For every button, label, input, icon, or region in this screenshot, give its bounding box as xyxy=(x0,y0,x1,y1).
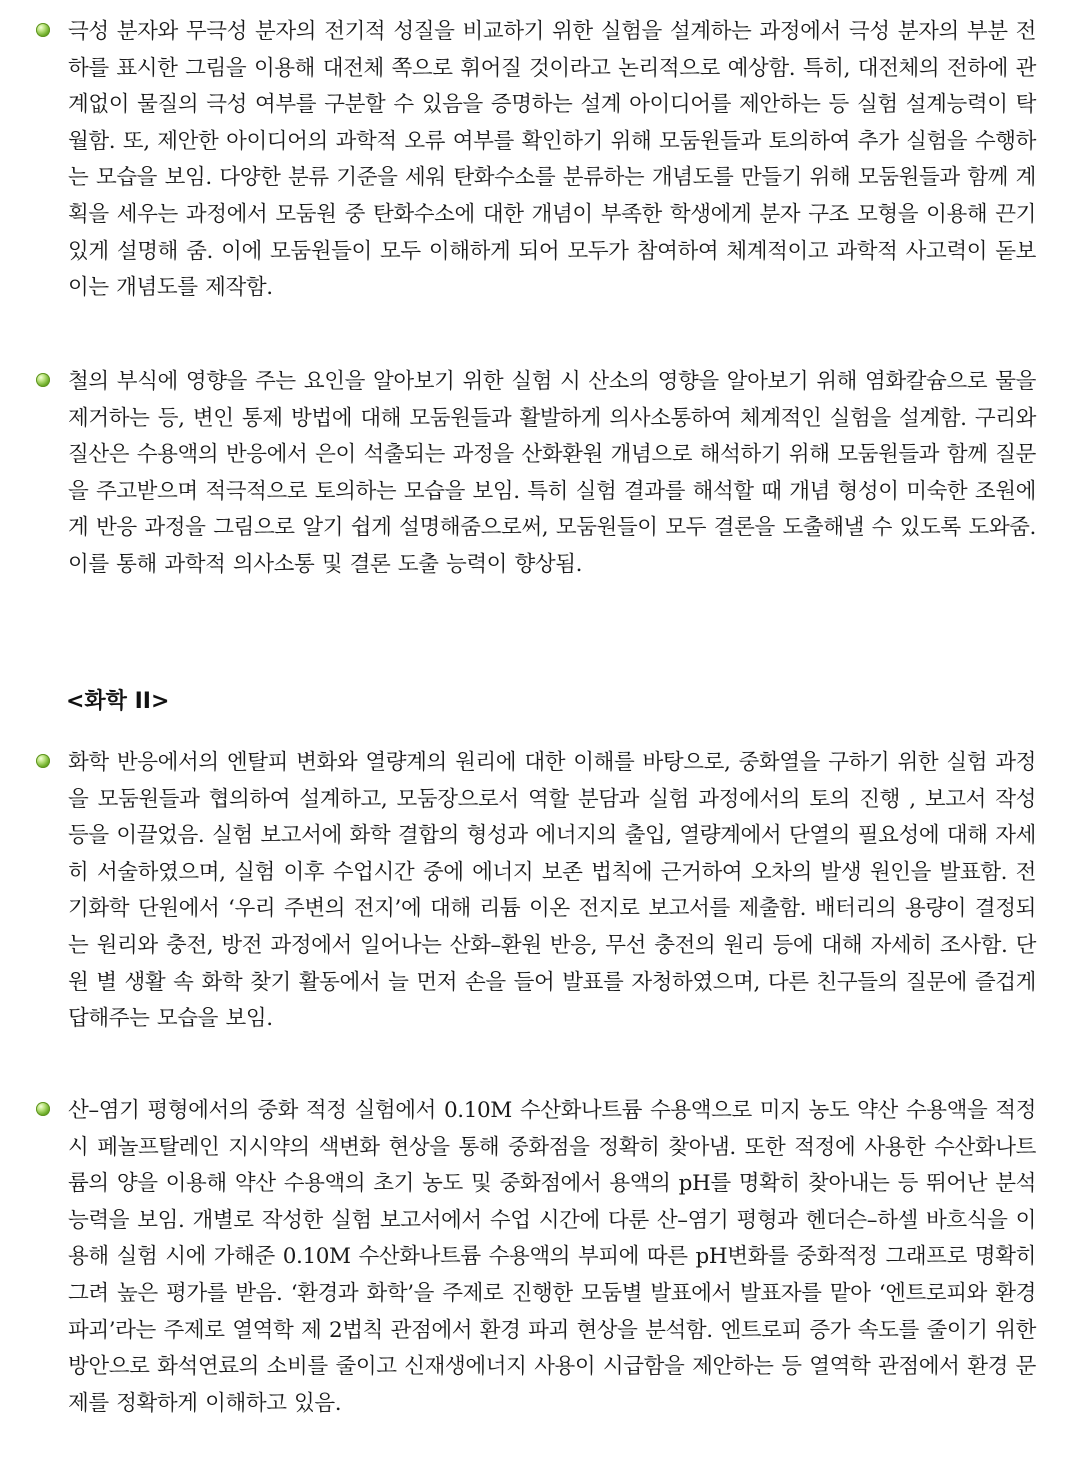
green-bullet-icon xyxy=(36,754,50,768)
paragraph: 철의 부식에 영향을 주는 요인을 알아보기 위한 실험 시 산소의 영향을 알아보기 위해 염화칼슘으로 물을 제거하는 등, 변인 통제 방법에 대해 모둠원들과 활발하게 의사소통하여 체계적인 실험을 설계함. 구리와 질산은 수용액의 반응에서 은이 석출되는 과정을 산화환원 개념으로 해석하기 위해 모둠원들과 함께 질문을 주고받으며 적극적으로 토의하는 모습을 보임. 특히 실험 결과를 해석할 때 개념 형성이 미숙한 조원에게 반응 과정을 그림으로 알기 쉽게 설명해줌으로써, 모둠원들이 모두 결론을 도출해낼 수 있도록 도와줌. 이를 통해 과학적 의사소통 및 결론 도출 능력이 향상됨. xyxy=(68,369,1036,577)
paragraph: 산–염기 평형에서의 중화 적정 실험에서 0.10M 수산화나트륨 수용액으로 미지 농도 약산 수용액을 적정 시 페놀프탈레인 지시약의 색변화 현상을 통해 중화점을 정확히 찾아냄. 또한 적정에 사용한 수산화나트륨의 양을 이용해 약산 수용액의 초기 농도 및 중화점에서 용액의 pH를 명확히 찾아내는 등 뛰어난 분석 능력을 보임. 개별로 작성한 실험 보고서에서 수업 시간에 다룬 산–염기 평형과 헨더슨–하셀 바흐식을 이용해 실험 시에 가해준 0.10M 수산화나트륨 수용액의 부피에 따른 pH변화를 중화적정 그래프로 명확히 그려 높은 평가를 받음. ‘환경과 화학’을 주제로 진행한 모둠별 발표에서 발표자를 맡아 ‘엔트로피와 환경 파괴’라는 주제로 열역학 제 2법칙 관점에서 환경 파괴 현상을 분석함. 엔트로피 증가 속도를 줄이기 위한 방안으로 화석연료의 소비를 줄이고 신재생에너지 사용이 시급함을 제안하는 등 열역학 관점에서 환경 문제를 정확하게 이해하고 있음. xyxy=(68,1098,1036,1416)
green-bullet-icon xyxy=(36,373,50,387)
list-item xyxy=(36,1093,1036,1422)
section-heading: <화학 II> xyxy=(66,689,170,714)
list-item xyxy=(36,364,1036,584)
list-item xyxy=(36,745,1036,1038)
list-item xyxy=(36,14,1036,307)
paragraph: 극성 분자와 무극성 분자의 전기적 성질을 비교하기 위한 실험을 설계하는 과정에서 극성 분자의 부분 전하를 표시한 그림을 이용해 대전체 쪽으로 휘어질 것이라고 논리적으로 예상함. 특히, 대전체의 전하에 관계없이 물질의 극성 여부를 구분할 수 있음을 증명하는 설계 아이디어를 제안하는 등 실험 설계능력이 탁월함. 또, 제안한 아이디어의 과학적 오류 여부를 확인하기 위해 모둠원들과 토의하여 추가 실험을 수행하는 모습을 보임. 다양한 분류 기준을 세워 탄화수소를 분류하는 개념도를 만들기 위해 모둠원들과 함께 계획을 세우는 과정에서 모둠원 중 탄화수소에 대한 개념이 부족한 학생에게 분자 구조 모형을 이용해 끈기 있게 설명해 줌. 이에 모둠원들이 모두 이해하게 되어 모두가 참여하여 체계적이고 과학적 사고력이 돋보이는 개념도를 제작함. xyxy=(68,19,1036,301)
green-bullet-icon xyxy=(36,23,50,37)
paragraph: 화학 반응에서의 엔탈피 변화와 열량계의 원리에 대한 이해를 바탕으로, 중화열을 구하기 위한 실험 과정을 모둠원들과 협의하여 설계하고, 모둠장으로서 역할 분담과 실험 과정에서의 토의 진행 , 보고서 작성 등을 이끌었음. 실험 보고서에 화학 결합의 형성과 에너지의 출입, 열량계에서 단열의 필요성에 대해 자세히 서술하였으며, 실험 이후 수업시간 중에 에너지 보존 법칙에 근거하여 오차의 발생 원인을 발표함. 전기화학 단원에서 ‘우리 주변의 전지’에 대해 리튬 이온 전지로 보고서를 제출함. 배터리의 용량이 결정되는 원리와 충전, 방전 과정에서 일어나는 산화–환원 반응, 무선 충전의 원리 등에 대해 자세히 조사함. 단원 별 생활 속 화학 찾기 활동에서 늘 먼저 손을 들어 발표를 자청하였으며, 다른 친구들의 질문에 즐겁게 답해주는 모습을 보임. xyxy=(68,750,1036,1032)
green-bullet-icon xyxy=(36,1102,50,1116)
